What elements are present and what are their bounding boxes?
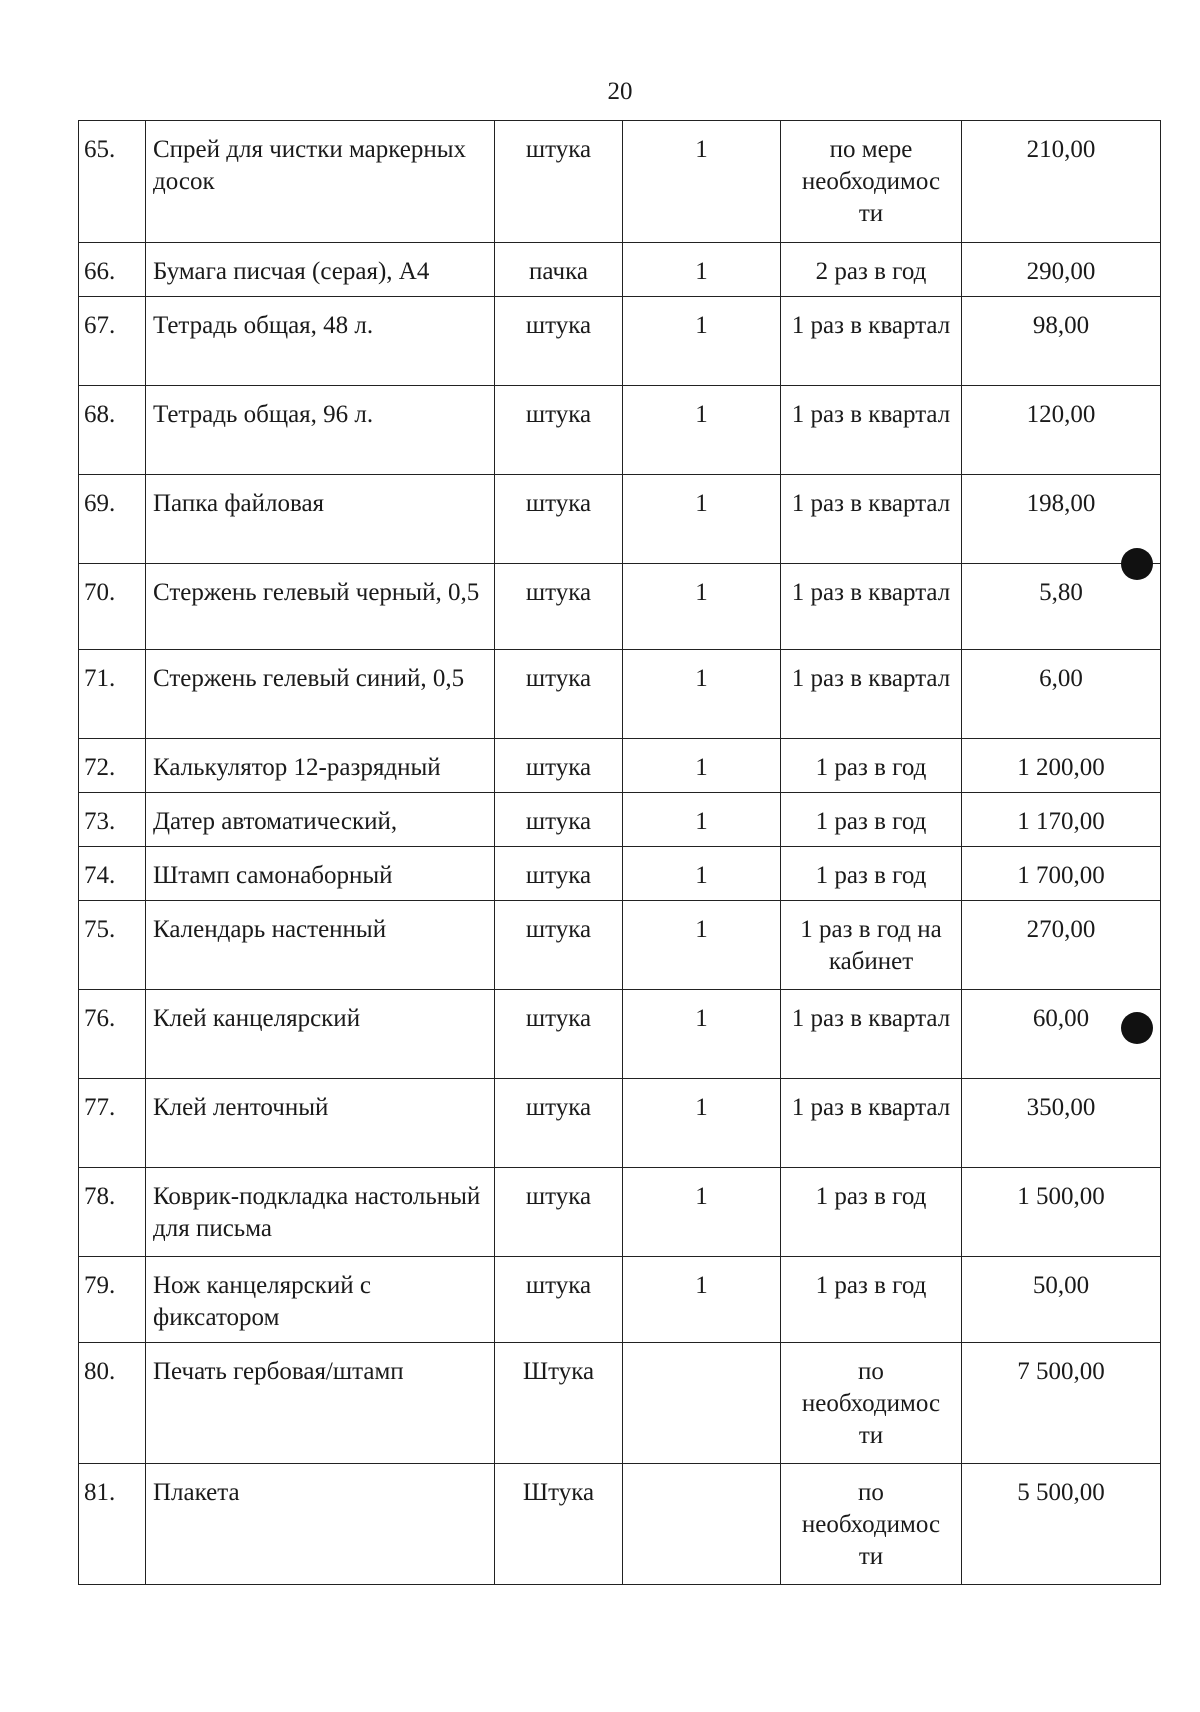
item-unit: штука: [495, 847, 623, 901]
item-frequency: 1 раз в год на кабинет: [781, 901, 962, 990]
item-frequency: 1 раз в квартал: [781, 1079, 962, 1168]
item-name: Стержень гелевый синий, 0,5: [146, 650, 495, 739]
punch-hole-mark: [1121, 548, 1153, 580]
item-price: 98,00: [962, 297, 1161, 386]
item-unit: штука: [495, 1257, 623, 1343]
row-number: 75.: [79, 901, 146, 990]
item-price: 5,80: [962, 564, 1161, 650]
row-number: 81.: [79, 1464, 146, 1585]
item-frequency: 1 раз в квартал: [781, 386, 962, 475]
table-row: [79, 739, 1161, 793]
item-unit: штука: [495, 386, 623, 475]
item-name: Штамп самонаборный: [146, 847, 495, 901]
item-name: Датер автоматический,: [146, 793, 495, 847]
item-quantity: [623, 1464, 781, 1585]
row-number: 69.: [79, 475, 146, 564]
table-row: [79, 650, 1161, 739]
row-number: 67.: [79, 297, 146, 386]
item-name: Стержень гелевый черный, 0,5: [146, 564, 495, 650]
row-number: 71.: [79, 650, 146, 739]
item-frequency: по мере необходимос ти: [781, 121, 962, 243]
row-number: 72.: [79, 739, 146, 793]
item-price: 5 500,00: [962, 1464, 1161, 1585]
table-row: [79, 1079, 1161, 1168]
item-frequency: 1 раз в квартал: [781, 564, 962, 650]
row-number: 77.: [79, 1079, 146, 1168]
item-quantity: 1: [623, 1079, 781, 1168]
item-name: Тетрадь общая, 48 л.: [146, 297, 495, 386]
item-quantity: 1: [623, 847, 781, 901]
item-unit: штука: [495, 564, 623, 650]
item-frequency: 1 раз в квартал: [781, 990, 962, 1079]
item-unit: пачка: [495, 243, 623, 297]
item-unit: штука: [495, 121, 623, 243]
item-frequency: 1 раз в год: [781, 1168, 962, 1257]
item-price: 50,00: [962, 1257, 1161, 1343]
item-frequency: 1 раз в год: [781, 1257, 962, 1343]
item-frequency: 1 раз в квартал: [781, 475, 962, 564]
item-name: Печать гербовая/штамп: [146, 1343, 495, 1464]
item-name: Калькулятор 12-разрядный: [146, 739, 495, 793]
item-price: 1 170,00: [962, 793, 1161, 847]
table-body: [79, 121, 1161, 1585]
item-quantity: 1: [623, 386, 781, 475]
item-frequency: 1 раз в квартал: [781, 297, 962, 386]
item-name: Нож канцелярский с фиксатором: [146, 1257, 495, 1343]
row-number: 74.: [79, 847, 146, 901]
item-price: 290,00: [962, 243, 1161, 297]
item-quantity: 1: [623, 793, 781, 847]
item-quantity: 1: [623, 739, 781, 793]
item-name: Календарь настенный: [146, 901, 495, 990]
table-row: [79, 1257, 1161, 1343]
item-price: 350,00: [962, 1079, 1161, 1168]
punch-hole-mark: [1121, 1012, 1153, 1044]
item-quantity: 1: [623, 990, 781, 1079]
row-number: 78.: [79, 1168, 146, 1257]
item-name: Коврик-подкладка настольный для письма: [146, 1168, 495, 1257]
item-quantity: 1: [623, 121, 781, 243]
item-frequency: 1 раз в квартал: [781, 650, 962, 739]
item-unit: штука: [495, 1168, 623, 1257]
supplies-table: [78, 120, 1161, 1585]
item-price: 120,00: [962, 386, 1161, 475]
row-number: 76.: [79, 990, 146, 1079]
item-price: 1 200,00: [962, 739, 1161, 793]
item-price: 210,00: [962, 121, 1161, 243]
table-row: [79, 1168, 1161, 1257]
item-quantity: 1: [623, 297, 781, 386]
item-unit: Штука: [495, 1464, 623, 1585]
item-name: Бумага писчая (серая), А4: [146, 243, 495, 297]
row-number: 68.: [79, 386, 146, 475]
item-quantity: [623, 1343, 781, 1464]
item-frequency: по необходимос ти: [781, 1343, 962, 1464]
item-price: 270,00: [962, 901, 1161, 990]
item-unit: штука: [495, 475, 623, 564]
item-unit: штука: [495, 650, 623, 739]
item-unit: штука: [495, 297, 623, 386]
table-row: [79, 243, 1161, 297]
table-row: [79, 564, 1161, 650]
item-unit: Штука: [495, 1343, 623, 1464]
item-quantity: 1: [623, 243, 781, 297]
item-unit: штука: [495, 990, 623, 1079]
table-row: [79, 297, 1161, 386]
table-row: [79, 901, 1161, 990]
page-number: 20: [607, 78, 633, 105]
item-unit: штука: [495, 901, 623, 990]
item-unit: штука: [495, 739, 623, 793]
row-number: 65.: [79, 121, 146, 243]
item-quantity: 1: [623, 475, 781, 564]
item-price: 1 700,00: [962, 847, 1161, 901]
item-price: 1 500,00: [962, 1168, 1161, 1257]
table-row: [79, 847, 1161, 901]
item-price: 198,00: [962, 475, 1161, 564]
item-quantity: 1: [623, 1257, 781, 1343]
table-row: [79, 793, 1161, 847]
row-number: 70.: [79, 564, 146, 650]
table-row: [79, 475, 1161, 564]
item-name: Тетрадь общая, 96 л.: [146, 386, 495, 475]
item-frequency: 1 раз в год: [781, 847, 962, 901]
row-number: 66.: [79, 243, 146, 297]
item-unit: штука: [495, 793, 623, 847]
item-quantity: 1: [623, 564, 781, 650]
item-frequency: 2 раз в год: [781, 243, 962, 297]
row-number: 73.: [79, 793, 146, 847]
table-row: [79, 386, 1161, 475]
table-row: [79, 990, 1161, 1079]
item-quantity: 1: [623, 1168, 781, 1257]
row-number: 79.: [79, 1257, 146, 1343]
item-name: Спрей для чистки маркерных досок: [146, 121, 495, 243]
item-frequency: 1 раз в год: [781, 739, 962, 793]
table-row: [79, 1343, 1161, 1464]
item-frequency: 1 раз в год: [781, 793, 962, 847]
item-frequency: по необходимос ти: [781, 1464, 962, 1585]
table-row: [79, 121, 1161, 243]
item-name: Плакета: [146, 1464, 495, 1585]
item-name: Папка файловая: [146, 475, 495, 564]
item-name: Клей канцелярский: [146, 990, 495, 1079]
item-quantity: 1: [623, 901, 781, 990]
item-unit: штука: [495, 1079, 623, 1168]
item-quantity: 1: [623, 650, 781, 739]
table-row: [79, 1464, 1161, 1585]
item-name: Клей ленточный: [146, 1079, 495, 1168]
item-price: 60,00: [962, 990, 1161, 1079]
item-price: 7 500,00: [962, 1343, 1161, 1464]
item-price: 6,00: [962, 650, 1161, 739]
row-number: 80.: [79, 1343, 146, 1464]
